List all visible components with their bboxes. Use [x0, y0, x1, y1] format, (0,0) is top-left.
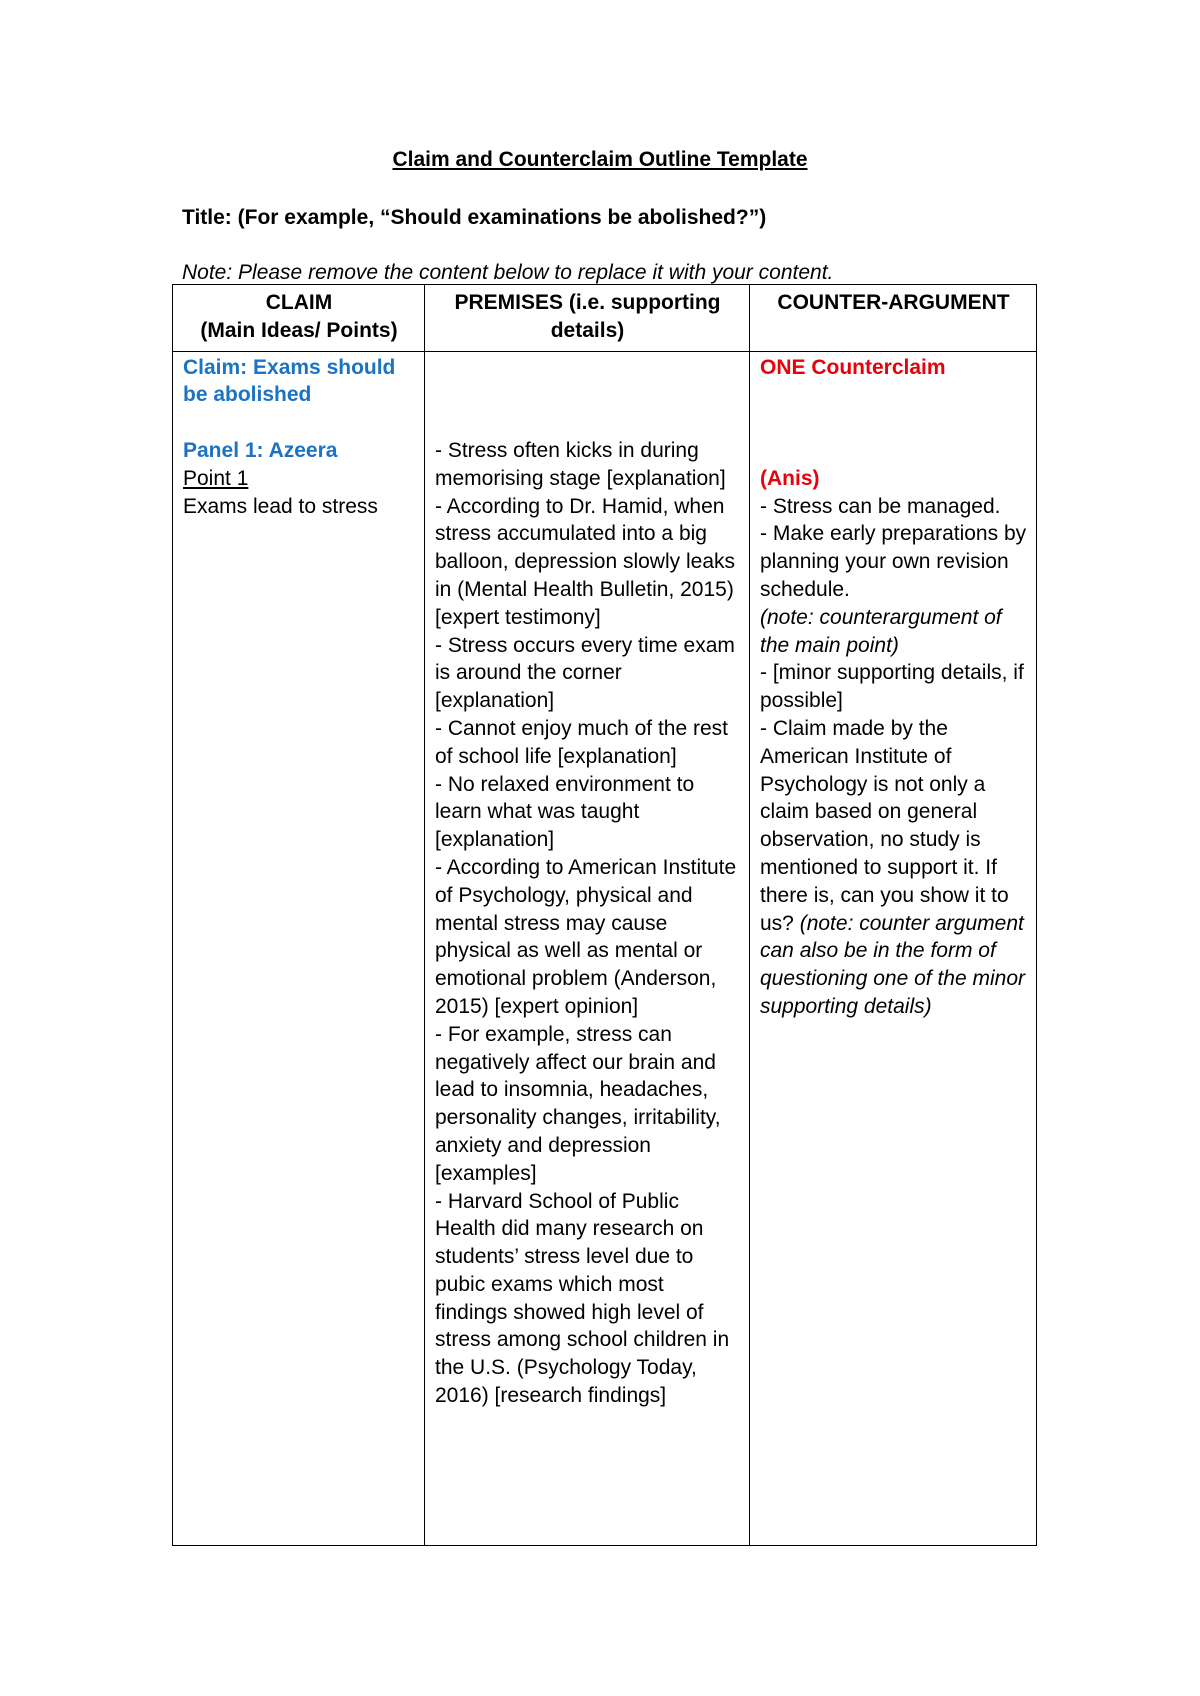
premise-item: - According to American Institute of Psychology, physical and mental stress may cause physical as well as mental or emotional problem (Anderson, 2015) [expert opinion]	[435, 855, 737, 1018]
counter-line: - Make early preparations by planning your own revision schedule.	[760, 522, 1027, 601]
point-label: Point 1	[183, 466, 249, 490]
blank-line	[760, 409, 1027, 437]
panel-label: Panel 1: Azeera	[183, 438, 338, 462]
premises-cell	[425, 351, 750, 1545]
table-header-row	[173, 285, 1037, 352]
counter-argument-header	[750, 285, 1037, 352]
table-body-row	[173, 351, 1037, 1545]
counter-note: (note: counterargument of the main point)	[760, 605, 1002, 657]
premise-item: - Stress often kicks in during memorising stage [explanation]	[435, 438, 726, 490]
claim-cell	[173, 351, 425, 1545]
blank-line	[183, 409, 415, 437]
claim-header-text: CLAIM (Main Ideas/ Points)	[200, 291, 398, 342]
counter-line-text: - Claim made by the American Institute of Psychology is not only a claim based on general observation, no study is mentioned to support it. If there is, can you show it to us?	[760, 716, 1009, 935]
point-text: Exams lead to stress	[183, 494, 378, 518]
blank-line	[760, 381, 1027, 409]
premise-item: - Stress occurs every time exam is around the corner [explanation]	[435, 633, 735, 713]
counter-person: (Anis)	[760, 466, 820, 490]
premises-header-text: PREMISES (i.e. supporting details)	[454, 291, 721, 342]
premise-item: - According to Dr. Hamid, when stress accumulated into a big balloon, depression slowly leaks in (Mental Health Bulletin, 2015) [expert testimony]	[435, 494, 735, 629]
premise-item: - For example, stress can negatively affect our brain and lead to insomnia, headaches, personality changes, irritability, anxiety and depression [examples]	[435, 1022, 721, 1185]
outline-table	[172, 284, 1037, 1546]
premise-item: - Harvard School of Public Health did many research on students’ stress level due to pubic exams which most findings showed high level of stress among school children in the U.S. (Psychology Today, 2016) [research findings]	[435, 1189, 730, 1408]
claim-statement: Claim: Exams should be abolished	[183, 355, 396, 407]
instruction-note: Note: Please remove the content below to replace it with your content.	[182, 261, 834, 284]
premise-item: - Cannot enjoy much of the rest of school life [explanation]	[435, 716, 728, 768]
premises-header	[425, 285, 750, 352]
counter-argument-cell	[750, 351, 1037, 1545]
counter-line-with-note	[760, 715, 1027, 1021]
premise-item: - No relaxed environment to learn what was taught [explanation]	[435, 772, 695, 852]
claim-header	[173, 285, 425, 352]
counter-line: - [minor supporting details, if possible]	[760, 661, 1024, 713]
blank-line	[760, 437, 1027, 465]
counter-header-text: COUNTER-ARGUMENT	[777, 291, 1010, 314]
document-heading: Claim and Counterclaim Outline Template	[392, 148, 808, 171]
counter-note: (note: counter argument can also be in the form of questioning one of the minor supporting details)	[760, 911, 1026, 1018]
counterclaim-heading: ONE Counterclaim	[760, 355, 946, 379]
essay-title-line: Title: (For example, “Should examinations be abolished?”)	[182, 206, 767, 229]
premises-top-spacer	[435, 354, 740, 437]
counter-line: - Stress can be managed.	[760, 494, 1001, 518]
